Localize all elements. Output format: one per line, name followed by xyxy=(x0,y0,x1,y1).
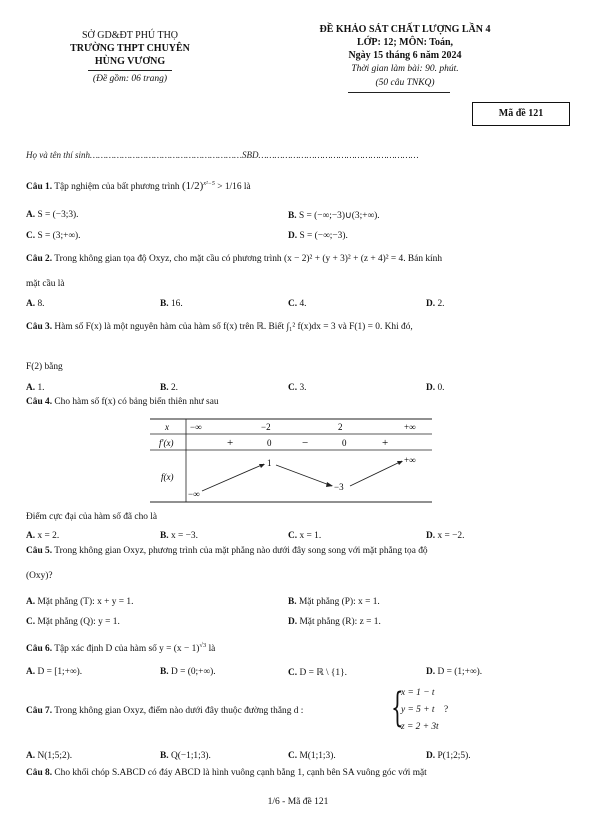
option-letter: A. xyxy=(26,210,36,220)
q7-text: Trong không gian Oxyz, điểm nào dưới đây thuộc đường thẳng d : xyxy=(54,706,304,716)
sign-2: 0 xyxy=(267,438,272,448)
q5-option-b[interactable]: B. Mặt phẳng (P): x = 1. xyxy=(288,597,380,607)
option-letter: D. xyxy=(426,383,436,393)
q4-text: Cho hàm số f(x) có bảng biến thiên như sau xyxy=(54,397,219,407)
x-value-4: +∞ xyxy=(404,422,416,432)
option-letter: C. xyxy=(288,668,298,678)
option-letter: D. xyxy=(426,667,436,677)
x-value-3: 2 xyxy=(338,422,343,432)
row-derivative-label: f′(x) xyxy=(159,438,174,448)
q4-option-d[interactable]: D. x = −2. xyxy=(426,531,465,541)
q2-option-b[interactable]: B. 16. xyxy=(160,299,183,309)
x-value-2: −2 xyxy=(261,422,271,432)
question-5 xyxy=(26,545,572,557)
q3-text-1: Hàm số F(x) là một nguyên hàm của hàm số f(x) trên ℝ. Biết xyxy=(54,322,285,332)
q7-option-c[interactable]: C. M(1;1;3). xyxy=(288,751,336,761)
option-letter: D. xyxy=(288,231,298,241)
f-value-2: 1 xyxy=(267,458,272,468)
f-value-3: −3 xyxy=(334,482,344,492)
q7-brace: { xyxy=(391,685,404,731)
q4-label: Câu 4. xyxy=(26,397,53,407)
q7-option-b[interactable]: B. Q(−1;1;3). xyxy=(160,751,211,761)
arrow-down xyxy=(276,465,332,486)
student-info-line xyxy=(26,150,419,160)
row-x-label: x xyxy=(165,422,169,432)
exam-date: Ngày 15 tháng 6 năm 2024 xyxy=(348,50,462,61)
option-letter: C. xyxy=(26,231,36,241)
q3-option-a[interactable]: A. 1. xyxy=(26,383,45,393)
q1-option-b[interactable]: B. S = (−∞;−3)∪(3;+∞). xyxy=(288,211,380,221)
header-school-1: TRƯỜNG THPT CHUYÊN xyxy=(70,43,190,54)
option-letter: D. xyxy=(288,617,298,627)
q5-label: Câu 5. xyxy=(26,546,53,556)
option-letter: A. xyxy=(26,597,36,607)
option-letter: B. xyxy=(160,667,169,677)
option-letter: B. xyxy=(288,597,297,607)
q3-option-c[interactable]: C. 3. xyxy=(288,383,307,393)
question-2-cont: mặt cầu là xyxy=(26,279,65,289)
q7-label: Câu 7. xyxy=(26,706,53,716)
q3-label: Câu 3. xyxy=(26,322,53,332)
q6-text: Tập xác định D của hàm số y = (x − 1) xyxy=(54,644,200,655)
arrow-up-1 xyxy=(202,464,264,491)
header-pages: (Đề gồm: 06 trang) xyxy=(92,74,168,84)
q7-option-a[interactable]: A. N(1;5;2). xyxy=(26,751,73,761)
option-letter: C. xyxy=(288,531,298,541)
option-letter: C. xyxy=(288,383,298,393)
header-right-underline xyxy=(348,92,450,93)
option-letter: A. xyxy=(26,531,36,541)
option-letter: B. xyxy=(288,211,297,221)
question-5-cont: (Oxy)? xyxy=(26,571,53,581)
option-letter: A. xyxy=(26,667,36,677)
q2-text-1: Trong không gian tọa độ Oxyz, cho mặt cầu có phương trình (x − 2)² + (y + 3)² + (z + 4)² = 4. Bán kính xyxy=(54,254,443,264)
q7-eq-3: z = 2 + 3t xyxy=(401,722,439,732)
q1-tail: là xyxy=(243,182,251,193)
question-3-cont: F(2) bằng xyxy=(26,362,63,372)
exam-title: ĐỀ KHẢO SÁT CHẤT LƯỢNG LẦN 4 xyxy=(319,24,491,35)
option-letter: B. xyxy=(160,299,169,309)
q7-eq-2: y = 5 + t xyxy=(401,705,435,715)
q6-option-b[interactable]: B. D = (0;+∞). xyxy=(160,667,216,677)
q5-text-1: Trong không gian Oxyz, phương trình của mặt phẳng nào dưới đây song song với mặt phẳng tọa độ xyxy=(54,546,428,556)
option-letter: B. xyxy=(160,531,169,541)
x-value-1: −∞ xyxy=(190,422,202,432)
q7-option-d[interactable]: D. P(1;2;5). xyxy=(426,751,471,761)
option-letter: A. xyxy=(26,299,36,309)
header-left-underline xyxy=(88,70,172,71)
q2-option-d[interactable]: D. 2. xyxy=(426,299,445,309)
name-label: Họ và tên thí sinh xyxy=(26,150,90,160)
name-dots: ………………………………………………… xyxy=(90,150,243,160)
q7-tail: ? xyxy=(444,705,449,715)
page-footer: 1/6 - Mã đề 121 xyxy=(267,797,329,807)
q5-option-c[interactable]: C. Mặt phẳng (Q): y = 1. xyxy=(26,617,120,627)
q6-option-a[interactable]: A. D = [1;+∞). xyxy=(26,667,83,677)
q1-option-c[interactable]: C. S = (3;+∞). xyxy=(26,231,81,241)
q6-label: Câu 6. xyxy=(26,644,53,655)
option-letter: B. xyxy=(160,751,169,761)
question-6 xyxy=(26,640,572,655)
q2-option-a[interactable]: A. 8. xyxy=(26,299,45,309)
option-letter: C. xyxy=(288,299,298,309)
row-f-label: f(x) xyxy=(161,472,174,482)
question-4 xyxy=(26,396,572,408)
q2-label: Câu 2. xyxy=(26,254,53,264)
option-letter: A. xyxy=(26,751,36,761)
q1-label: Câu 1. xyxy=(26,182,53,193)
option-letter: C. xyxy=(288,751,298,761)
q3-integral: ∫₁² f(x)dx = 3 xyxy=(286,322,336,332)
sign-5: + xyxy=(382,437,389,449)
arrow-up-2 xyxy=(350,461,402,486)
question-1 xyxy=(26,178,572,193)
q5-option-d[interactable]: D. Mặt phẳng (R): z = 1. xyxy=(288,617,381,627)
exam-grade-subject: LỚP: 12; MÔN: Toán, xyxy=(356,37,454,48)
q5-option-a[interactable]: A. Mặt phẳng (T): x + y = 1. xyxy=(26,597,134,607)
option-letter: D. xyxy=(426,299,436,309)
option-letter: C. xyxy=(26,617,36,627)
q1-base: (1/2) xyxy=(181,180,204,193)
option-letter: D. xyxy=(426,751,436,761)
question-7 xyxy=(26,705,572,717)
sign-4: 0 xyxy=(342,438,347,448)
sbd-label: SBD xyxy=(242,150,259,160)
exam-time: Thời gian làm bài: 90. phút. xyxy=(351,64,459,74)
option-letter: A. xyxy=(26,383,36,393)
q2-option-c[interactable]: C. 4. xyxy=(288,299,307,309)
q1-exp: x²−5 xyxy=(203,181,215,187)
q4-option-b[interactable]: B. x = −3. xyxy=(160,531,198,541)
sbd-dots: …………………………………………………… xyxy=(258,150,419,160)
q7-eq-1: x = 1 − t xyxy=(401,688,435,698)
exam-code-box xyxy=(472,102,570,126)
q1-text: Tập nghiệm của bất phương trình xyxy=(54,182,180,193)
sign-1: + xyxy=(227,437,234,449)
f-value-4: +∞ xyxy=(404,455,416,465)
q4-option-c[interactable]: C. x = 1. xyxy=(288,531,322,541)
sign-3: − xyxy=(302,437,309,449)
question-8 xyxy=(26,767,572,779)
q6-tail: là xyxy=(208,644,216,655)
q8-label: Câu 8. xyxy=(26,768,53,778)
question-2 xyxy=(26,253,572,265)
q3-text-2: và F(1) = 0. Khi đó, xyxy=(337,322,413,332)
option-letter: B. xyxy=(160,383,169,393)
q6-exp: √3 xyxy=(199,642,207,649)
f-value-1: −∞ xyxy=(188,489,200,499)
q6-option-d[interactable]: D. D = (1;+∞). xyxy=(426,667,483,677)
arrow-down-head xyxy=(326,482,333,487)
variation-table xyxy=(150,418,432,504)
question-3 xyxy=(26,321,572,333)
q1-rhs: > 1/16 xyxy=(217,182,242,193)
exam-code: Mã đề 121 xyxy=(498,108,544,119)
question-4-prompt: Điểm cực đại của hàm số đã cho là xyxy=(26,512,158,522)
exam-count: (50 câu TNKQ) xyxy=(375,78,435,88)
header-school-2: HÙNG VƯƠNG xyxy=(94,56,166,67)
q3-option-b[interactable]: B. 2. xyxy=(160,383,178,393)
q1-option-a[interactable]: A. S = (−3;3). xyxy=(26,210,79,220)
q4-option-a[interactable]: A. x = 2. xyxy=(26,531,60,541)
q6-option-c[interactable]: C. D = ℝ \ {1}. xyxy=(288,668,347,678)
option-letter: D. xyxy=(426,531,436,541)
q1-option-d[interactable]: D. S = (−∞;−3). xyxy=(288,231,348,241)
q8-text: Cho khối chóp S.ABCD có đáy ABCD là hình vuông cạnh bằng 1, cạnh bên SA vuông góc với mặt xyxy=(54,768,427,778)
header-dept: SỞ GD&ĐT PHÚ THỌ xyxy=(81,30,179,41)
q3-option-d[interactable]: D. 0. xyxy=(426,383,445,393)
